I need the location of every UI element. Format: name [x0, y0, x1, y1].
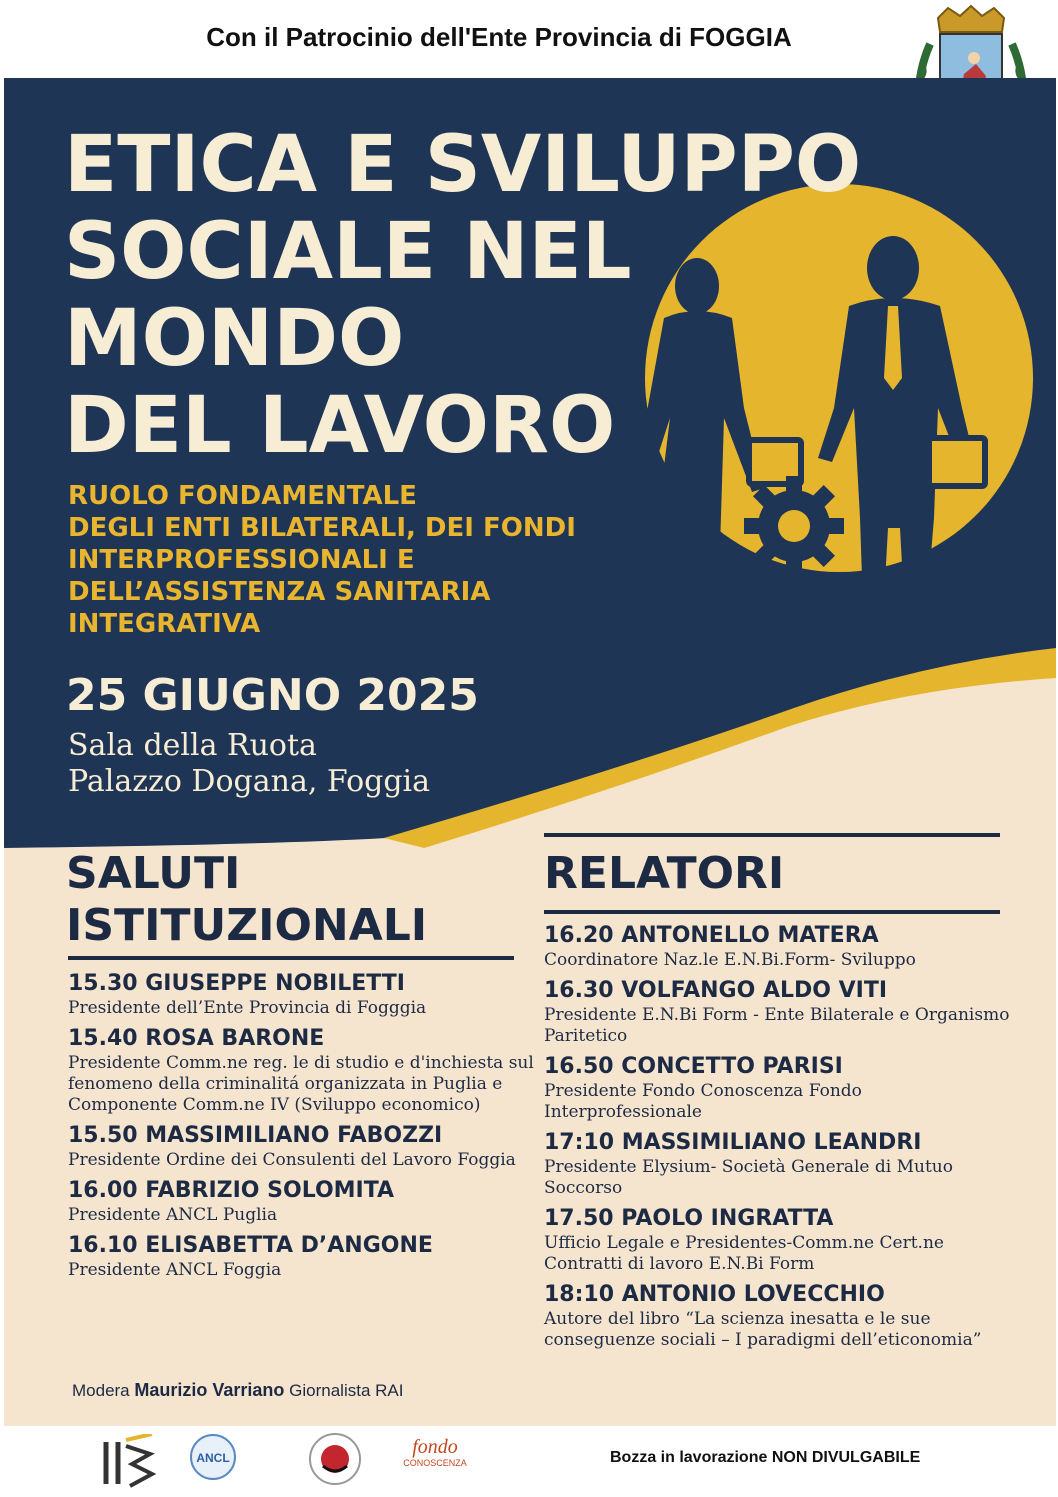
subtitle-line: RUOLO FONDAMENTALE: [68, 481, 417, 511]
speaker-role: Presidente dell’Ente Provincia di Fogggia: [68, 998, 427, 1018]
list-item: [68, 1025, 534, 1116]
list-item: [544, 922, 1014, 971]
speaker-name: 15.50 MASSIMILIANO FABOZZI: [68, 1123, 443, 1148]
sponsor-logos: [90, 1430, 490, 1494]
title-line: ETICA E SVILUPPO: [64, 120, 862, 210]
speaker-name: 16.20 ANTONELLO MATERA: [544, 923, 879, 948]
speaker-role: Autore del libro “La scienza inesatta e le sue conseguenze sociali – I paradigmi dell’eticonomia”: [544, 1309, 982, 1350]
speaker-role: Presidente Ordine dei Consulenti del Lavoro Foggia: [68, 1150, 516, 1170]
title-line: SOCIALE NEL: [64, 207, 632, 297]
list-item: [544, 1053, 1014, 1123]
speaker-role: Presidente Comm.ne reg. le di studio e d'inchiesta sul fenomeno della criminalitá organizzata in Puglia e Componente Comm.ne IV (Sviluppo economico): [68, 1053, 534, 1115]
speaker-name: 16.00 FABRIZIO SOLOMITA: [68, 1178, 395, 1203]
subtitle-line: DEGLI ENTI BILATERALI, DEI FONDI: [68, 513, 576, 543]
list-item: [68, 1177, 534, 1226]
list-item: [68, 970, 534, 1019]
speaker-role: Presidente Elysium- Società Generale di Mutuo Soccorso: [544, 1157, 953, 1198]
speaker-name: 16.30 VOLFANGO ALDO VITI: [544, 978, 888, 1003]
subtitle-line: INTERPROFESSIONALI E: [68, 545, 415, 575]
list-item: [544, 1205, 1014, 1275]
venue-room: Sala della Ruota: [68, 728, 317, 763]
saluti-heading: [66, 848, 427, 952]
speaker-name: 15.30 GIUSEPPE NOBILETTI: [68, 971, 405, 996]
title-line: DEL LAVORO: [64, 381, 616, 471]
enbiform-logo-icon: [100, 1434, 156, 1492]
speaker-name: 18:10 ANTONIO LOVECCHIO: [544, 1282, 885, 1307]
event-venue: [68, 728, 430, 800]
speaker-role: Presidente E.N.Bi Form - Ente Bilaterale e Organismo Paritetico: [544, 1005, 1010, 1046]
fondo-logo-subword: CONOSCENZA: [403, 1458, 467, 1468]
relatori-divider-top: [544, 833, 1000, 837]
speaker-role: Coordinatore Naz.le E.N.Bi.Form- Sviluppo: [544, 950, 916, 970]
relatori-divider: [544, 910, 1000, 914]
event-poster: [4, 78, 1056, 1426]
venue-building: Palazzo Dogana, Foggia: [68, 764, 431, 799]
ancl-logo: [190, 1434, 236, 1480]
list-item: [544, 1129, 1014, 1199]
list-item: [68, 1122, 534, 1171]
speaker-name: 15.40 ROSA BARONE: [68, 1026, 325, 1051]
draft-notice: Bozza in lavorazione NON DIVULGABILE: [610, 1449, 921, 1466]
speaker-name: 16.50 CONCETTO PARISI: [544, 1054, 843, 1079]
event-date: 25 GIUGNO 2025: [66, 670, 479, 721]
relatori-heading: RELATORI: [544, 848, 785, 899]
moderator-role: Giornalista RAI: [289, 1381, 404, 1400]
list-item: [544, 1281, 1014, 1351]
moderator-line: [72, 1380, 403, 1401]
relatori-list: [544, 922, 1014, 1357]
list-item: [544, 977, 1014, 1047]
speaker-name: 17:10 MASSIMILIANO LEANDRI: [544, 1130, 922, 1155]
title-line: MONDO: [64, 294, 405, 384]
moderator-prefix: Modera: [72, 1381, 130, 1400]
fondo-logo-word: fondo: [412, 1436, 458, 1458]
speaker-name: 16.10 ELISABETTA D’ANGONE: [68, 1233, 433, 1258]
speaker-role: Presidente ANCL Puglia: [68, 1205, 278, 1225]
saluti-list: [68, 970, 534, 1287]
subtitle-line: INTEGRATIVA: [68, 609, 261, 639]
gear-icon: [744, 476, 844, 576]
speaker-role: Ufficio Legale e Presidentes-Comm.ne Cert.ne Contratti di lavoro E.N.Bi Form: [544, 1233, 944, 1274]
fondo-conoscenza-logo: [400, 1436, 470, 1468]
list-item: [68, 1232, 534, 1281]
moderator-name: Maurizio Varriano: [134, 1380, 285, 1400]
saluti-heading-line: ISTITUZIONALI: [66, 900, 428, 951]
subtitle-line: DELL’ASSISTENZA SANITARIA: [68, 577, 491, 607]
speaker-role: Presidente ANCL Foggia: [68, 1260, 282, 1280]
patronage-line: Con il Patrocinio dell'Ente Provincia di FOGGIA: [206, 22, 792, 52]
seal-logo-icon: [308, 1432, 362, 1486]
speaker-name: 17.50 PAOLO INGRATTA: [544, 1206, 834, 1231]
ancl-logo-label: ANCL: [196, 1451, 230, 1465]
speaker-role: Presidente Fondo Conoscenza Fondo Interprofessionale: [544, 1081, 862, 1122]
event-subtitle: [68, 480, 576, 640]
saluti-divider: [68, 956, 514, 960]
event-title: [64, 122, 861, 470]
saluti-heading-line: SALUTI: [66, 848, 241, 899]
